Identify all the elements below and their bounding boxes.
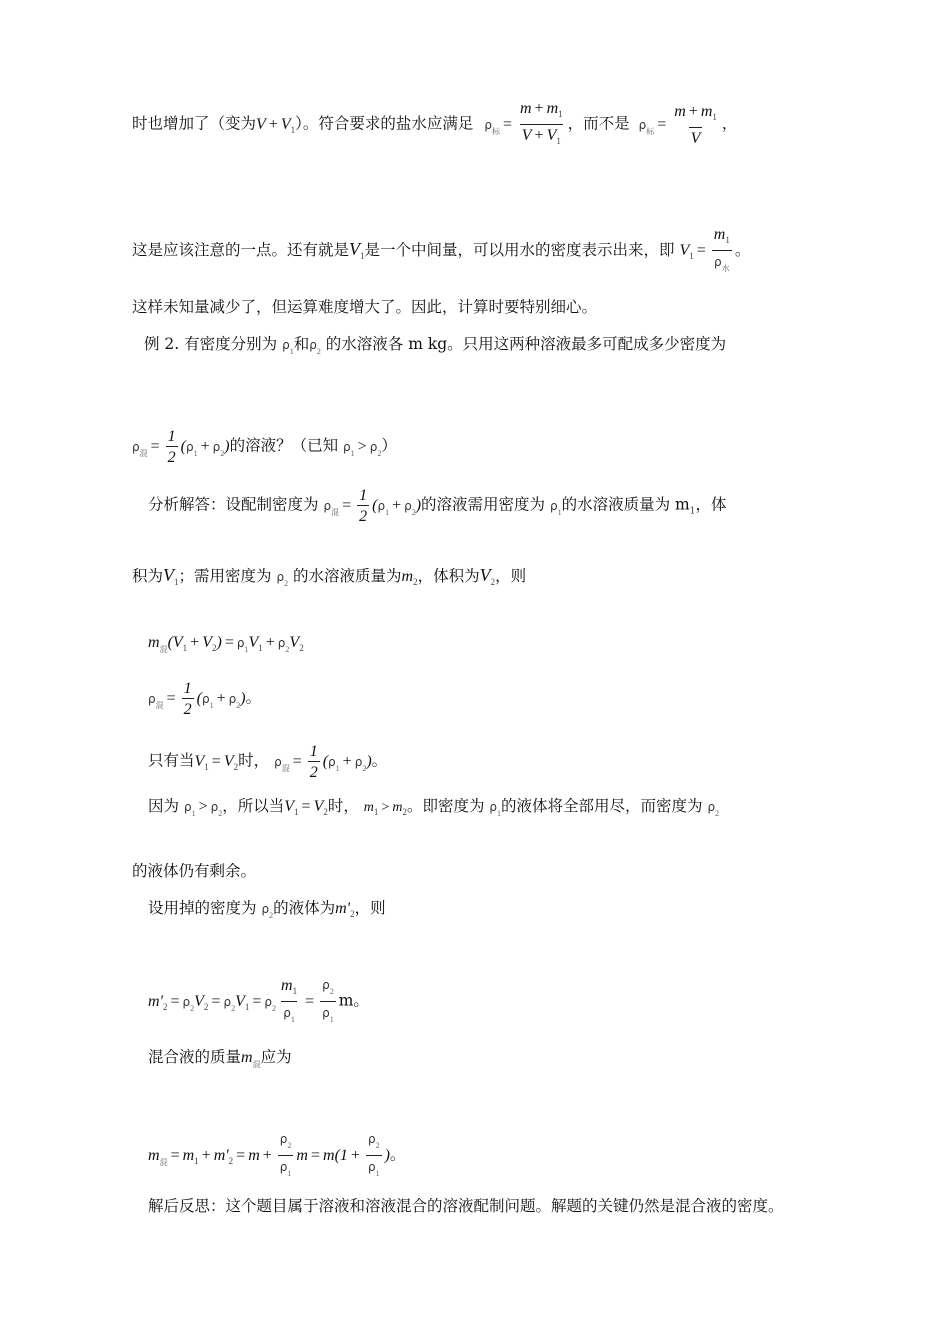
math-token: V xyxy=(284,798,295,815)
fraction xyxy=(166,428,178,466)
math-token: 1 xyxy=(557,507,562,517)
math-token: 2 xyxy=(211,643,217,653)
math-token: 1 xyxy=(556,136,561,146)
math-token xyxy=(163,565,179,585)
math-token: ρ xyxy=(367,1160,376,1174)
math-token xyxy=(366,1155,382,1182)
math-token: = xyxy=(301,798,311,815)
math-token xyxy=(480,565,496,585)
math-token: 1 xyxy=(193,448,198,458)
math-token: 2 xyxy=(284,579,289,588)
paragraph-line-1 xyxy=(132,100,830,150)
math-token: 1 xyxy=(174,577,179,587)
math-token: 的液体为 xyxy=(273,899,336,917)
math-token: 1 xyxy=(204,761,209,772)
fraction xyxy=(182,680,194,718)
math-token: m xyxy=(546,100,559,117)
math-token: = xyxy=(696,242,706,260)
math-token: 混 xyxy=(281,763,290,773)
math-token: + xyxy=(190,634,200,651)
math-token: 1 xyxy=(689,506,696,517)
math-token xyxy=(279,977,299,1001)
math-token xyxy=(195,753,239,770)
math-token: m' xyxy=(213,1146,229,1164)
math-token: > xyxy=(198,798,208,815)
text-segment: ， xyxy=(721,114,738,133)
formula-rho-biao-wrong xyxy=(638,103,722,147)
math-token: V xyxy=(223,752,234,770)
math-token: 2 xyxy=(308,761,320,781)
math-token: V xyxy=(289,634,300,651)
math-token: ，则 xyxy=(354,899,386,917)
math-token: = xyxy=(292,752,302,770)
math-token: 分析解答：设配制密度为 xyxy=(148,495,319,514)
math-token: ρ xyxy=(369,439,378,454)
math-token xyxy=(689,127,703,147)
math-token: = xyxy=(166,689,176,707)
math-token: 2 xyxy=(323,807,328,817)
math-token: m xyxy=(674,103,686,120)
math-token: V xyxy=(479,565,491,585)
formula-v-plus-v1 xyxy=(256,116,295,133)
math-token: 混 xyxy=(139,448,148,458)
math-token: 2 xyxy=(350,909,355,919)
math-token: 1 xyxy=(287,1169,292,1178)
math-token: + xyxy=(201,1146,211,1164)
math-token: 1 xyxy=(167,428,176,445)
math-token: 1 xyxy=(244,1001,250,1012)
paragraph-line-12: 的液体仍有剩余。 xyxy=(132,862,257,880)
math-token: = xyxy=(342,496,352,514)
math-token: + xyxy=(392,496,402,514)
math-token xyxy=(183,798,223,818)
math-token: ρ xyxy=(283,1005,291,1020)
math-token: m xyxy=(401,568,414,585)
fraction xyxy=(518,100,565,150)
math-token: 2 xyxy=(203,1001,209,1012)
formula-rho1-gt-rho2 xyxy=(343,437,382,458)
equation-rho-mix-half xyxy=(148,680,830,718)
math-token: 1 xyxy=(712,112,717,122)
math-token: ρ xyxy=(354,754,363,769)
math-token: 2 xyxy=(218,809,223,818)
math-token xyxy=(335,900,354,917)
math-token: ρ xyxy=(279,1160,288,1174)
math-token: + xyxy=(534,127,544,144)
math-token: 的溶液？（已知 xyxy=(229,436,339,455)
math-token: 1 xyxy=(558,109,563,119)
math-token: V xyxy=(280,115,291,133)
math-token xyxy=(276,568,289,588)
math-token: 水 xyxy=(721,264,730,273)
math-token: 1 xyxy=(292,985,298,996)
math-token: 1 xyxy=(339,1146,348,1164)
math-token: 1 xyxy=(335,763,340,773)
math-token xyxy=(148,976,339,1024)
math-token: 2 xyxy=(357,505,369,525)
math-token: 混 xyxy=(155,700,164,710)
math-token: + xyxy=(688,103,698,120)
math-token: 。 xyxy=(389,1145,406,1164)
math-token: 2 xyxy=(316,347,321,356)
math-token: 。即密度为 xyxy=(406,797,485,815)
math-token: ρ xyxy=(279,1132,288,1146)
math-token: + xyxy=(216,689,226,707)
math-token: 2 xyxy=(166,446,178,466)
math-token xyxy=(707,798,720,818)
math-token: ρ xyxy=(276,570,285,584)
math-token: 2 xyxy=(236,700,241,710)
math-token: 的溶液需用密度为 xyxy=(421,495,546,514)
paragraph-line-3: 这样未知量减少了，但运算难度增大了。因此，计算时要特别细心。 xyxy=(132,298,598,316)
math-token: ρ xyxy=(261,902,270,916)
math-token: + xyxy=(534,100,544,117)
math-token: V xyxy=(194,752,205,770)
math-token: 2 xyxy=(228,1155,234,1166)
math-token: = xyxy=(236,1146,246,1164)
math-token: ρ xyxy=(223,994,232,1009)
formula-v1 xyxy=(349,239,365,262)
math-token: 2 xyxy=(190,1003,195,1013)
math-token: 2 xyxy=(287,1141,292,1150)
paragraph-line-7 xyxy=(132,565,830,594)
math-token: ρ xyxy=(377,498,386,513)
math-token: ρ xyxy=(236,636,245,650)
formula-rho1-and-rho2 xyxy=(282,336,294,356)
math-token xyxy=(261,900,274,920)
math-token: 积为 xyxy=(132,567,164,585)
math-token: ρ xyxy=(323,498,332,513)
math-token: m xyxy=(296,1146,308,1164)
math-token: ρ xyxy=(343,439,351,454)
math-token: ；需用密度为 xyxy=(178,567,272,585)
paragraph-line-11 xyxy=(148,796,830,824)
math-token: 的水溶液各 m kg。只用这两种溶液最多可配成多少密度为 xyxy=(325,335,727,353)
math-token: 。 xyxy=(734,241,751,260)
math-token xyxy=(712,250,732,277)
math-token: ρ xyxy=(282,338,290,352)
math-token: 时， xyxy=(327,797,359,815)
math-token xyxy=(712,226,732,250)
fraction xyxy=(712,226,732,277)
math-token: 的水溶液质量为 xyxy=(293,567,402,585)
math-token: 1 xyxy=(375,1169,380,1178)
math-token: 混 xyxy=(159,1157,168,1167)
paragraph-line-5 xyxy=(132,428,830,466)
fraction xyxy=(357,487,369,525)
math-token: V xyxy=(313,798,324,815)
math-token: m xyxy=(363,800,374,815)
math-token: = xyxy=(657,115,667,133)
math-token: 2 xyxy=(231,1003,236,1013)
math-token: ρ xyxy=(274,754,282,769)
math-token: ρ xyxy=(201,691,210,706)
math-token: 1 xyxy=(360,251,365,262)
math-token: 时， xyxy=(238,751,270,770)
math-token: = xyxy=(170,1146,180,1164)
math-token: > xyxy=(357,437,367,455)
math-token: ρ xyxy=(489,800,498,814)
math-token: ρ xyxy=(185,439,194,454)
math-token: 1 xyxy=(290,124,296,135)
math-token: m xyxy=(148,1146,160,1164)
paragraph-line-2 xyxy=(132,226,830,277)
text-segment: ，而不是 xyxy=(567,114,630,133)
math-token: ρ xyxy=(212,439,221,454)
math-token: 1 xyxy=(309,743,318,760)
math-token: = xyxy=(150,437,160,455)
math-token: ，所以当 xyxy=(222,797,285,815)
fraction xyxy=(308,743,320,781)
equation-m-prime-2 xyxy=(148,976,830,1028)
math-token: + xyxy=(350,1146,360,1164)
math-token: 2 xyxy=(377,448,382,458)
equation-mass-balance xyxy=(148,632,830,660)
math-token: m xyxy=(392,800,403,815)
math-token: 。 xyxy=(371,751,388,770)
math-token: ，体积为 xyxy=(417,567,480,585)
math-token xyxy=(489,798,502,818)
math-token: ） xyxy=(381,436,397,455)
math-token: 。 xyxy=(245,688,262,707)
math-token: 混合液的质量 xyxy=(148,1048,242,1066)
math-token: 2 xyxy=(362,763,367,773)
paragraph-line-13 xyxy=(148,898,830,926)
math-token: V xyxy=(349,239,361,260)
math-token xyxy=(402,568,418,585)
math-token: V xyxy=(202,634,212,651)
math-token: 2 xyxy=(233,761,239,772)
equation-m-mix-total xyxy=(148,1130,830,1182)
math-token: 的液体将全部用尽，而密度为 xyxy=(501,797,703,815)
math-token: 的水溶液质量为 m xyxy=(561,495,690,514)
math-token xyxy=(284,798,328,815)
math-token: m xyxy=(248,1146,260,1164)
math-token: m' xyxy=(148,992,163,1010)
math-token: 因为 xyxy=(148,797,180,815)
math-token: V xyxy=(521,127,532,144)
math-token xyxy=(278,1155,294,1182)
math-token: ρ xyxy=(484,117,492,132)
math-token: + xyxy=(265,634,275,651)
math-token: m xyxy=(323,1146,335,1164)
math-token: m xyxy=(241,1049,253,1066)
math-token: 例 2. 有密度分别为 xyxy=(144,335,278,353)
math-token: 2 xyxy=(299,643,304,653)
math-token xyxy=(278,1130,294,1155)
paragraph-line-10 xyxy=(148,743,830,781)
math-token: 1 xyxy=(359,487,368,504)
fraction xyxy=(366,1130,382,1182)
math-token: 2 xyxy=(715,809,720,818)
math-token: 标 xyxy=(491,126,500,136)
fraction xyxy=(672,103,719,147)
math-token: m xyxy=(519,100,532,117)
math-token xyxy=(281,1001,297,1028)
math-token: = xyxy=(252,992,262,1010)
math-token: 1 xyxy=(294,807,299,817)
math-token: V xyxy=(546,127,557,144)
fraction xyxy=(279,977,299,1028)
math-token: 只有当 xyxy=(148,751,195,770)
math-token: 1 xyxy=(209,700,214,710)
math-token xyxy=(520,124,563,150)
math-token xyxy=(364,800,407,815)
math-token: ρ xyxy=(322,978,330,992)
math-token: m xyxy=(713,226,726,243)
math-token: ρ xyxy=(264,994,273,1009)
math-token: m' xyxy=(335,900,351,917)
math-token: V xyxy=(679,242,690,260)
math-token: > xyxy=(381,800,390,815)
math-token: 1 xyxy=(350,448,355,458)
math-token: 2 xyxy=(162,1001,168,1012)
math-token xyxy=(309,336,321,356)
math-token: V xyxy=(163,565,175,585)
math-token: m xyxy=(148,634,160,651)
math-token xyxy=(550,497,562,517)
math-token: ρ xyxy=(714,255,722,269)
math-token: ρ xyxy=(638,117,647,132)
math-token: 混 xyxy=(331,507,340,517)
math-token: ρ xyxy=(182,994,191,1009)
math-token: = xyxy=(502,115,512,133)
math-token: 1 xyxy=(373,807,379,817)
math-token: = xyxy=(305,992,315,1010)
math-token: = xyxy=(211,992,221,1010)
math-token: V xyxy=(248,634,259,651)
math-token: + xyxy=(268,115,278,133)
math-token: $m_混(V_1 + V_2) = \rho_1V_1 + \rho_2V_2$ xyxy=(148,634,304,654)
math-token: 这是应该注意的一点。还有就是 xyxy=(132,241,350,260)
math-token: 标 xyxy=(646,126,655,136)
math-token: 1 xyxy=(244,645,249,654)
math-token: V xyxy=(235,992,245,1010)
math-token: 1 xyxy=(182,643,188,653)
math-token: m xyxy=(182,1146,195,1164)
math-token: 2 xyxy=(375,1141,380,1150)
math-token xyxy=(366,1130,382,1155)
math-token: + xyxy=(342,752,352,770)
math-token: 1 xyxy=(689,251,694,262)
formula-rho-mix-half: $\rho_混$ = $\frac{1}{2}$ $(\rho_1 + \rho_2)$ xyxy=(323,487,422,525)
math-token: 1 xyxy=(290,1014,295,1024)
math-token: $\rho_混$ = $\frac{1}{2}$ $(\rho_1 + \rho_2)$ xyxy=(274,743,372,781)
math-token: 和 xyxy=(293,335,310,353)
math-token: 2 xyxy=(272,1003,277,1013)
math-token: ρ xyxy=(367,1132,376,1146)
math-token: = xyxy=(224,634,234,651)
math-token: ，则 xyxy=(495,567,527,585)
analysis-line xyxy=(148,487,830,525)
math-token xyxy=(320,1001,336,1028)
math-token: 1 xyxy=(329,1015,334,1024)
math-token: 2 xyxy=(220,448,225,458)
math-token: ρ xyxy=(210,800,219,814)
text-segment: 时也增加了（变为 xyxy=(132,114,257,133)
math-token: 2 xyxy=(413,577,418,587)
math-token: ρ xyxy=(707,800,716,814)
reflection-line: 解后反思：这个题目属于溶液和溶液混合的溶液配制问题。解题的关键仍然是混合液的密度。 xyxy=(148,1197,784,1215)
math-token: 2 xyxy=(490,577,496,587)
math-token: = xyxy=(211,752,221,770)
math-token: ρ xyxy=(228,691,237,706)
math-token: ρ xyxy=(309,338,317,352)
math-token: 1 xyxy=(191,809,196,818)
math-token: 应为 xyxy=(260,1048,292,1066)
math-token: m。 xyxy=(338,991,369,1010)
math-token: 混 xyxy=(159,645,168,654)
formula-rho-mix-half: $\rho_混$ = $\frac{1}{2}$ $(\rho_1 + \rho_2)$ xyxy=(132,428,230,466)
math-token: 1 xyxy=(497,809,502,818)
math-token: 是一个中间量，可以用水的密度表示出来，即 xyxy=(364,241,675,260)
math-token: V xyxy=(194,992,204,1010)
math-token: m xyxy=(700,103,713,120)
math-token: 1 xyxy=(385,507,390,517)
math-token: = xyxy=(310,1146,321,1164)
example-2-line xyxy=(144,334,830,362)
math-token: = xyxy=(170,992,180,1010)
math-token: ρ xyxy=(148,691,156,706)
paragraph-line-15 xyxy=(148,1047,830,1075)
fraction xyxy=(320,976,336,1028)
fraction xyxy=(278,1130,294,1182)
math-token xyxy=(241,1049,261,1069)
math-token: 2 xyxy=(269,911,274,920)
math-token: 1 xyxy=(183,680,192,697)
math-token: 1 xyxy=(725,235,730,245)
math-token: $m_混 = m_1 + m'_2 = m$ + $\frac{\rho_2}{\rho_1}$ m = m(1 + $\frac{\rho_2}{\rho_1}$ ) xyxy=(148,1147,390,1164)
math-token: 1 xyxy=(194,1155,199,1166)
math-token: V xyxy=(172,634,183,651)
text-segment: ）。符合要求的盐水应满足 xyxy=(295,114,474,133)
math-token: + xyxy=(262,1146,272,1164)
math-token: + xyxy=(200,437,210,455)
formula-rho-biao-correct xyxy=(484,100,567,146)
math-token: V xyxy=(690,130,701,147)
math-token: ρ xyxy=(322,1006,330,1020)
math-token: 2 xyxy=(329,987,334,996)
formula-v1-eq-m1-over-rho-water xyxy=(679,226,734,273)
math-token: 设用掉的密度为 xyxy=(148,899,257,917)
math-token: ρ xyxy=(404,498,412,513)
math-token: 2 xyxy=(285,645,290,654)
math-token: ρ xyxy=(328,754,336,769)
math-token: ，体 xyxy=(695,495,727,514)
math-token: 1 xyxy=(289,347,294,356)
math-token: 2 xyxy=(182,698,194,718)
math-token: 混 xyxy=(252,1060,261,1069)
math-token: ρ xyxy=(550,498,558,513)
math-token: 1 xyxy=(258,643,263,653)
math-token: V xyxy=(256,115,266,133)
math-token: 2 xyxy=(402,807,407,817)
math-token: 2 xyxy=(411,507,416,517)
math-token xyxy=(320,976,336,1001)
math-token xyxy=(518,100,565,124)
math-token: ρ xyxy=(132,439,140,454)
math-token: ρ xyxy=(183,800,192,814)
math-token: ρ xyxy=(277,636,286,650)
math-token: $\rho_混$ = $\frac{1}{2}$ $(\rho_1 + \rho_2)$ xyxy=(148,680,246,718)
math-token: m xyxy=(281,976,293,994)
math-token xyxy=(672,103,719,127)
